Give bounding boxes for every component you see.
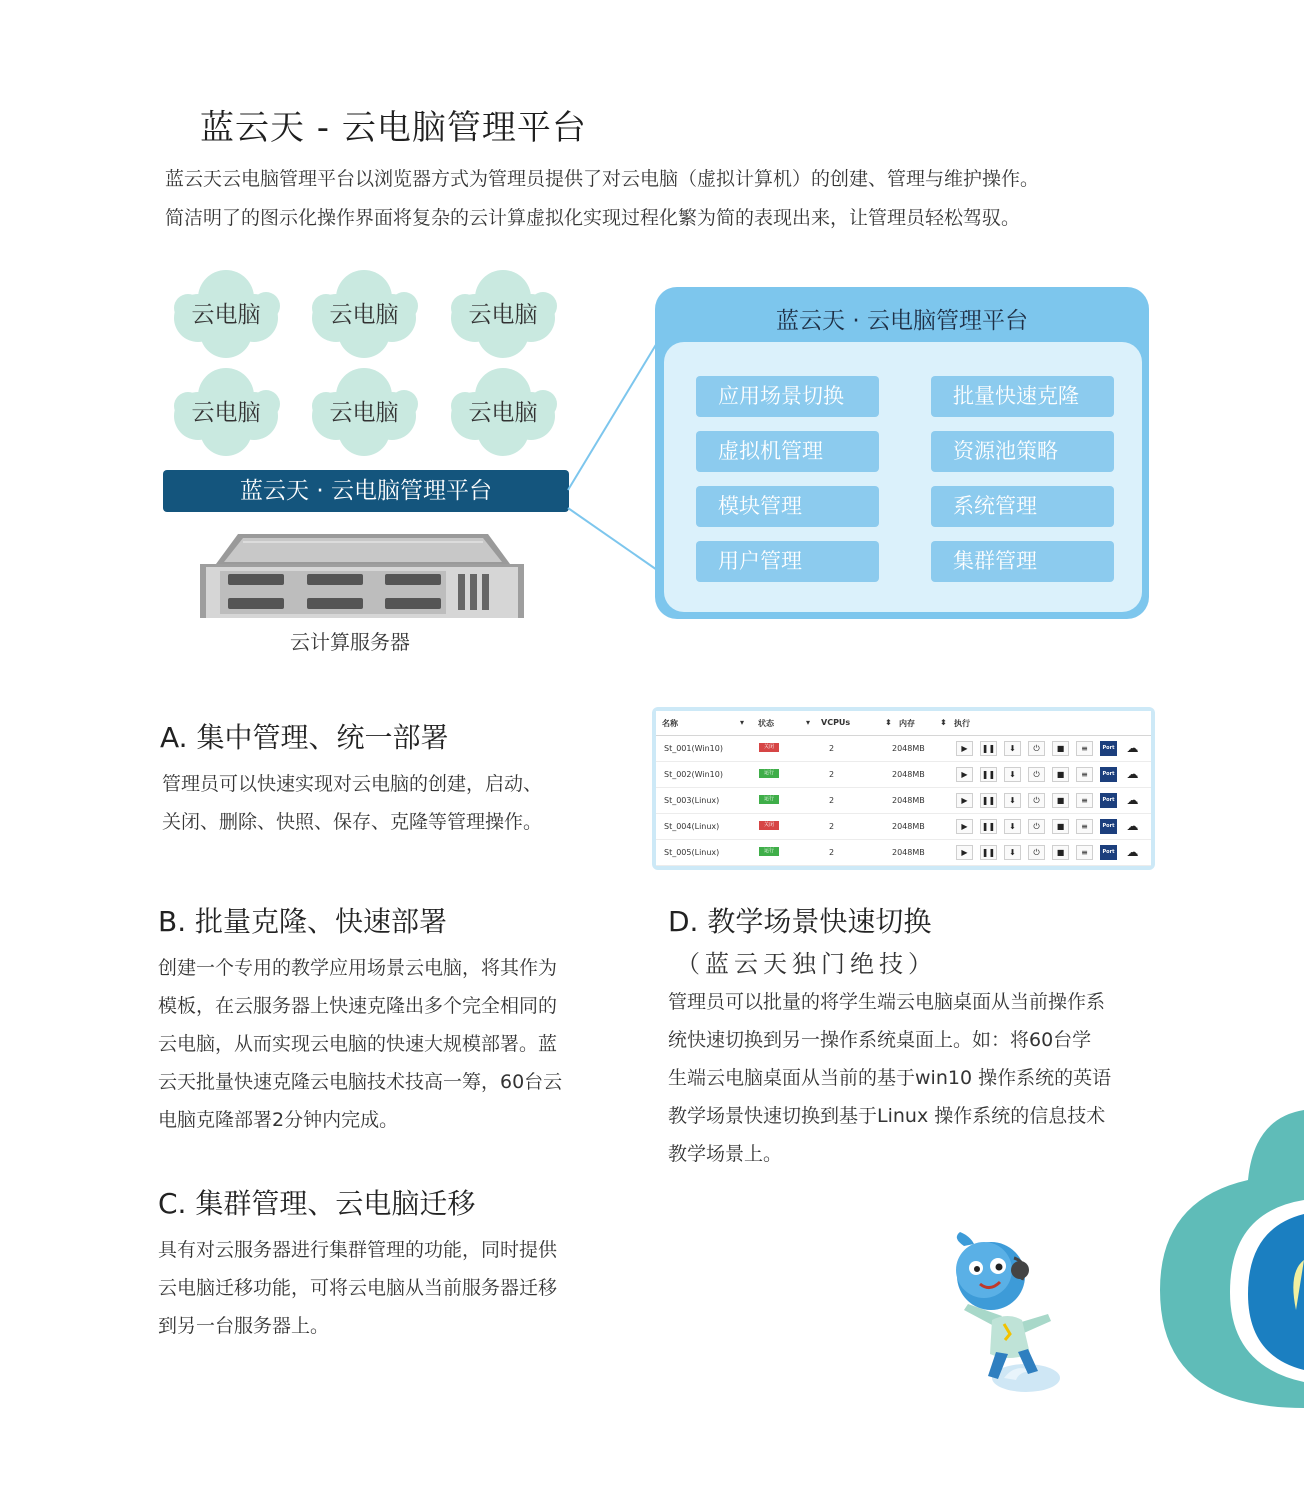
section-a-title: A. 集中管理、统一部署 (160, 721, 449, 754)
stop-icon[interactable]: ■ (1052, 845, 1069, 860)
section-c-title: C. 集群管理、云电脑迁移 (158, 1187, 476, 1220)
section-c-line: 具有对云服务器进行集群管理的功能，同时提供 (158, 1239, 558, 1261)
power-icon[interactable]: ⏻ (1028, 793, 1045, 808)
vm-row[interactable] (656, 788, 1151, 814)
section-b-body (158, 949, 562, 1139)
connector-lines (560, 330, 670, 580)
cloud-settings-icon[interactable]: ☁ (1126, 793, 1139, 807)
download-icon[interactable]: ⬇ (1004, 819, 1021, 834)
section-b-line: 云天批量快速克隆云电脑技术技高一筹，60台云 (158, 1071, 563, 1093)
list-icon[interactable]: ≡ (1076, 793, 1093, 808)
power-icon[interactable]: ⏻ (1028, 767, 1045, 782)
server-caption: 云计算服务器 (290, 630, 410, 654)
play-icon[interactable]: ▶ (956, 845, 973, 860)
cloud-computer (308, 366, 420, 458)
mascot-illustration (944, 1228, 1069, 1398)
download-icon[interactable]: ⬇ (1004, 845, 1021, 860)
section-d-line: 统快速切换到另一操作系统桌面上。如：将60台学 (668, 1029, 1092, 1051)
section-d-body (668, 983, 1111, 1173)
play-icon[interactable]: ▶ (956, 793, 973, 808)
stop-icon[interactable]: ■ (1052, 741, 1069, 756)
vm-name[interactable]: St_001(Win10) (664, 744, 723, 753)
vm-memory: 2048MB (892, 848, 925, 857)
power-icon[interactable]: ⏻ (1028, 819, 1045, 834)
port-icon[interactable]: Port (1100, 819, 1117, 834)
col-name-header[interactable]: 名称 (662, 719, 678, 728)
module-cluster-management[interactable]: 集群管理 (931, 541, 1114, 582)
port-icon[interactable]: Port (1100, 767, 1117, 782)
server-illustration (198, 532, 526, 618)
cloud-computer (308, 268, 420, 360)
list-icon[interactable]: ≡ (1076, 819, 1093, 834)
vm-vcpus: 2 (829, 848, 835, 857)
cloud-computer-label: 云电脑 (468, 302, 538, 328)
cloud-computer-label: 云电脑 (329, 400, 399, 426)
play-icon[interactable]: ▶ (956, 767, 973, 782)
sort-icon[interactable]: ▾ (740, 718, 745, 727)
module-module-management[interactable]: 模块管理 (696, 486, 879, 527)
list-icon[interactable]: ≡ (1076, 741, 1093, 756)
page-title: 蓝云天 - 云电脑管理平台 (200, 108, 587, 148)
cloud-settings-icon[interactable]: ☁ (1126, 819, 1139, 833)
play-icon[interactable]: ▶ (956, 819, 973, 834)
intro-line: 蓝云天云电脑管理平台以浏览器方式为管理员提供了对云电脑（虚拟计算机）的创建、管理与维护操作。 (165, 168, 1040, 190)
module-system-management[interactable]: 系统管理 (931, 486, 1114, 527)
section-b-line: 电脑克隆部署2分钟内完成。 (158, 1109, 399, 1131)
section-d-line: 教学场景快速切换到基于Linux 操作系统的信息技术 (668, 1105, 1106, 1127)
vm-row[interactable] (656, 840, 1151, 866)
power-icon[interactable]: ⏻ (1028, 741, 1045, 756)
vm-name[interactable]: St_005(Linux) (664, 848, 720, 857)
pause-icon[interactable]: ❚❚ (980, 819, 997, 834)
intro-paragraph (165, 160, 1165, 238)
module-resource-pool[interactable]: 资源池策略 (931, 431, 1114, 472)
cloud-computer (170, 268, 282, 360)
download-icon[interactable]: ⬇ (1004, 767, 1021, 782)
section-c-line: 云电脑迁移功能，可将云电脑从当前服务器迁移 (158, 1277, 558, 1299)
intro-line: 简洁明了的图示化操作界面将复杂的云计算虚拟化实现过程化繁为简的表现出来，让管理员轻松驾驭。 (165, 207, 1021, 229)
list-icon[interactable]: ≡ (1076, 767, 1093, 782)
pause-icon[interactable]: ❚❚ (980, 793, 997, 808)
platform-bar: 蓝云天 · 云电脑管理平台 (163, 470, 569, 512)
pause-icon[interactable]: ❚❚ (980, 767, 997, 782)
cloud-computer (170, 366, 282, 458)
vm-memory: 2048MB (892, 796, 925, 805)
col-status-header[interactable]: 状态 (758, 719, 774, 728)
port-icon[interactable]: Port (1100, 845, 1117, 860)
section-b-line: 云电脑，从而实现云电脑的快速大规模部署。蓝 (158, 1033, 558, 1055)
vm-vcpus: 2 (829, 744, 835, 753)
panel-title: 蓝云天 · 云电脑管理平台 (776, 308, 1028, 334)
vm-vcpus: 2 (829, 770, 835, 779)
cloud-settings-icon[interactable]: ☁ (1126, 767, 1139, 781)
section-c-line: 到另一台服务器上。 (158, 1315, 330, 1337)
cloud-computer (447, 366, 559, 458)
cloud-settings-icon[interactable]: ☁ (1126, 741, 1139, 755)
pause-icon[interactable]: ❚❚ (980, 741, 997, 756)
module-vm-management[interactable]: 虚拟机管理 (696, 431, 879, 472)
cloud-computer-label: 云电脑 (191, 302, 261, 328)
cloud-computer-label: 云电脑 (329, 302, 399, 328)
section-d-subtitle: （蓝云天独门绝技） (676, 950, 937, 978)
section-d-line: 管理员可以批量的将学生端云电脑桌面从当前操作系 (668, 991, 1106, 1013)
col-actions-header: 执行 (954, 719, 970, 728)
play-icon[interactable]: ▶ (956, 741, 973, 756)
col-vcpus-header[interactable]: VCPUs (821, 718, 851, 727)
section-b-line: 创建一个专用的教学应用场景云电脑，将其作为 (158, 957, 558, 979)
vm-name[interactable]: St_003(Linux) (664, 796, 720, 805)
port-icon[interactable]: Port (1100, 793, 1117, 808)
section-d-line: 教学场景上。 (668, 1143, 783, 1165)
vm-status-badge: 运行 (759, 795, 779, 804)
vm-name[interactable]: St_002(Win10) (664, 770, 723, 779)
section-a-line: 管理员可以快速实现对云电脑的创建，启动、 (162, 773, 543, 795)
vm-status-badge: 关闭 (759, 821, 779, 830)
vm-memory: 2048MB (892, 744, 925, 753)
col-memory-header[interactable]: 内存 (899, 719, 915, 728)
cloud-computer-label: 云电脑 (191, 400, 261, 426)
vm-memory: 2048MB (892, 770, 925, 779)
module-user-management[interactable]: 用户管理 (696, 541, 879, 582)
power-icon[interactable]: ⏻ (1028, 845, 1045, 860)
sort-icon[interactable]: ⬍ (885, 718, 892, 727)
stop-icon[interactable]: ■ (1052, 767, 1069, 782)
section-d-title: D. 教学场景快速切换 (668, 905, 932, 938)
section-b-line: 模板，在云服务器上快速克隆出多个完全相同的 (158, 995, 558, 1017)
cloud-computer (447, 268, 559, 360)
vm-status-badge: 运行 (759, 847, 779, 856)
module-scene-switch[interactable]: 应用场景切换 (696, 376, 879, 417)
download-icon[interactable]: ⬇ (1004, 741, 1021, 756)
section-b-title: B. 批量克隆、快速部署 (158, 905, 448, 938)
section-c-body (158, 1231, 557, 1345)
list-icon[interactable]: ≡ (1076, 845, 1093, 860)
sort-icon[interactable]: ▾ (806, 718, 811, 727)
stop-icon[interactable]: ■ (1052, 793, 1069, 808)
module-batch-clone[interactable]: 批量快速克隆 (931, 376, 1114, 417)
port-icon[interactable]: Port (1100, 741, 1117, 756)
vm-table-header (656, 711, 1151, 736)
sort-icon[interactable]: ⬍ (940, 718, 947, 727)
pause-icon[interactable]: ❚❚ (980, 845, 997, 860)
cloud-computer-label: 云电脑 (468, 400, 538, 426)
vm-table (656, 711, 1151, 866)
vm-row[interactable] (656, 814, 1151, 840)
section-a-body (162, 765, 542, 841)
vm-vcpus: 2 (829, 822, 835, 831)
vm-status-badge: 运行 (759, 769, 779, 778)
vm-memory: 2048MB (892, 822, 925, 831)
vm-row[interactable] (656, 762, 1151, 788)
vm-name[interactable]: St_004(Linux) (664, 822, 720, 831)
section-d-line: 生端云电脑桌面从当前的基于win10 操作系统的英语 (668, 1067, 1112, 1089)
section-a-line: 关闭、删除、快照、保存、克隆等管理操作。 (162, 811, 543, 833)
vm-row[interactable] (656, 736, 1151, 762)
download-icon[interactable]: ⬇ (1004, 793, 1021, 808)
vm-vcpus: 2 (829, 796, 835, 805)
cloud-settings-icon[interactable]: ☁ (1126, 845, 1139, 859)
decorative-cloud (1160, 1110, 1304, 1410)
stop-icon[interactable]: ■ (1052, 819, 1069, 834)
vm-status-badge: 关闭 (759, 743, 779, 752)
